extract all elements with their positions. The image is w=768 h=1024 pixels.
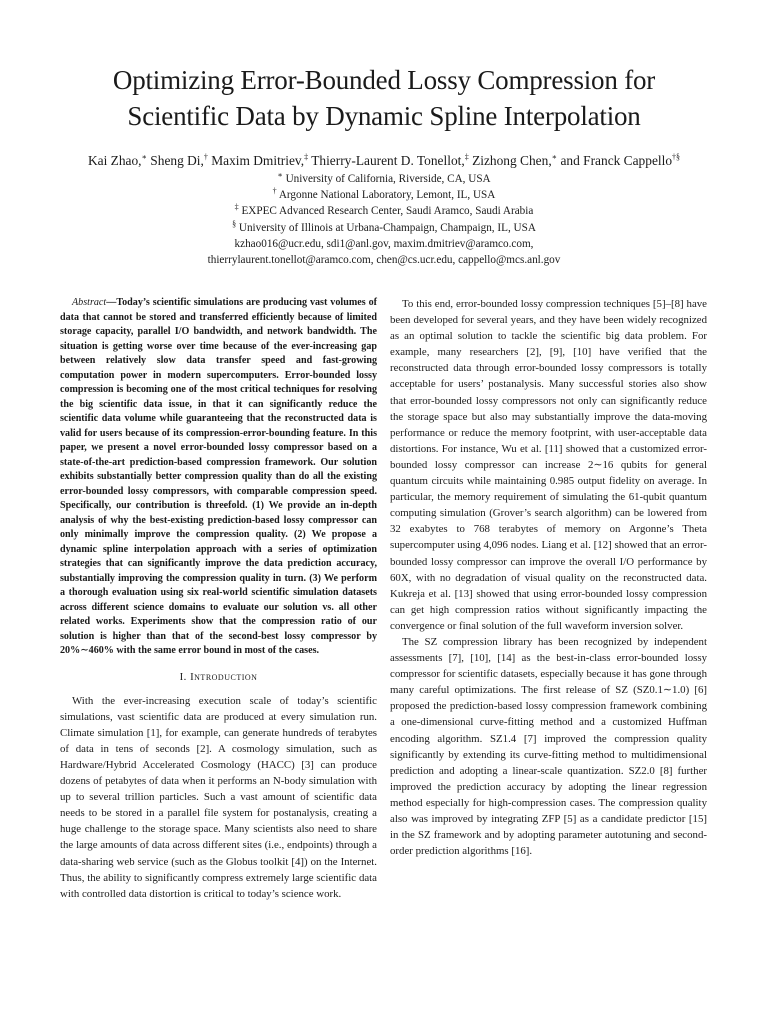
author: Kai Zhao,∗ — [87, 152, 147, 168]
author: Zizhong Chen,∗ — [472, 152, 558, 168]
author: Sheng Di,† — [150, 152, 208, 168]
email-line: thierrylaurent.tonellot@aramco.com, chen@cs.ucr.edu, cappello@mcs.anl.gov — [207, 254, 561, 267]
affiliation: ‡ EXPEC Advanced Research Center, Saudi Aramco, Saudi Arabia — [234, 202, 534, 218]
intro-paragraph: With the ever-increasing execution scale of today’s scientific simulations, vast scientific data are produced at every simulation run. Climate simulation [1], for example, can generate hundreds of terabytes of data in tens of seconds [2]. A cosmology simulation, such as Hardware/Hybrid Accelerated Cosmology (HACC) [3] can produce dozens of petabytes of data when it performs an N-body simulation with up to several trillion particles. Such a vast amount of scientific data needs to be stored in a parallel file system for postanalysis, creating a huge challenge to the storage space. Many scientists also need to share the large amounts of data across different sites (i.e., endpoints) through a data-sharing web service (such as the Globus toolkit [4]) on the Internet. Thus, the ability to significantly compress extremely large scientific data with controlled data distortion is critical to today’s science work. — [60, 694, 377, 900]
abstract-label: Abstract — [72, 297, 107, 308]
author: Thierry-Laurent D. Tonellot,‡ — [311, 152, 469, 168]
affiliation: § University of Illinois at Urbana-Champaign, Champaign, IL, USA — [232, 218, 536, 234]
affiliations — [20, 171, 748, 268]
section-heading: I. Introduction — [179, 670, 258, 683]
title-line-1: Optimizing Error-Bounded Lossy Compression for — [112, 65, 656, 95]
right-column — [390, 296, 707, 859]
author: Maxim Dmitriev,‡ — [211, 152, 309, 168]
affiliation: ∗ University of California, Riverside, CA, USA — [277, 170, 491, 185]
title-line-2: Scientific Data by Dynamic Spline Interpolation — [127, 101, 641, 131]
author-list — [20, 151, 748, 171]
abstract-text: —Today’s scientific simulations are producing vast volumes of data that cannot be stored and transferred efficiently because of limited storage capacity, parallel I/O bandwidth, and network bandwidth. The situation is getting worse over time because of the ever-increasing gap between relatively slow data transfer speed and fast-growing computation power in modern supercomputers. Error-bounded lossy compression is becoming one of the most critical techniques for resolving the big scientific data issue, in that it can significantly reduce the scientific data volume while guaranteeing that the reconstructed data is valid for users because of its compression-error-bounding feature. In this paper, we present a novel error-bounded lossy compressor based on a state-of-the-art prediction-based compression framework. Our solution exhibits substantially better compression quality than do all the existing error-bounded lossy compressors, with comparable compression speed. Specifically, our contribution is threefold. (1) We provide an in-depth analysis of why the best-existing prediction-based lossy compressor can only minimally improve the compression quality. (2) We propose a dynamic spline interpolation approach with a series of optimization strategies that can significantly improve the data prediction accuracy, substantially improving the compression quality in turn. (3) We perform a thorough evaluation using six real-world scientific simulation datasets across different science domains to evaluate our solution vs. all other related works. Experiments show that the compression ratio of our solution is higher than that of the second-best lossy compressor by 20%∼460% with the same error bound in most of the cases. — [60, 297, 377, 656]
abstract — [60, 296, 377, 659]
email-line: kzhao016@ucr.edu, sdi1@anl.gov, maxim.dmitriev@aramco.com, — [234, 237, 534, 250]
body-paragraph: To this end, error-bounded lossy compression techniques [5]–[8] have been developed for several years, and they have been widely recognized as an optimal solution to tackle the scientific big data problem. For example, many researchers [2], [9], [10] have verified that the reconstructed data through error-bounded lossy compressors is totally acceptable for users’ postanalysis. Many successful stories also show that error-bounded lossy compressors not only can significantly reduce the storage space but also may substantially improve the data-moving performance or reduce the memory footprint, with user-acceptable data distortions. For instance, Wu et al. [11] showed that a customized error-bounded lossy compressor can increase 2∼16 qubits for general quantum circuits while maintaining 0.985 output fidelity on average. In particular, the memory requirement of simulating the 61-qubit quantum computing simulation (Grover’s search algorithm) can be lowered from 32 exabytes to 768 terabytes of memory on Argonne’s Theta supercomputer using 4,096 nodes. Liang et al. [12] showed that an error-bounded lossy compressor can improve the overall I/O performance by 60X, with no degradation of visual quality on the reconstructed data. Kukreja et al. [13] showed that using error-bounded lossy compression can get high compression ratios without significantly impacting the convergence or final solution of the full waveform inversion solver. — [390, 298, 707, 632]
paper-title — [40, 62, 728, 134]
author: and Franck Cappello†§ — [560, 152, 681, 168]
body-paragraph: The SZ compression library has been recognized by independent assessments [7], [10], [14] as the best-in-class error-bounded lossy compressor for scientific datasets, especially because it has gone through many careful optimizations. The first release of SZ (SZ0.1∼1.0) [6] proposed the prediction-based lossy compression framework combining a one-dimensional curve-fitting method and a customized Huffman encoding algorithm. SZ1.4 [7] improved the compression quality significantly by extending its curve-fitting method to multidimensional prediction and adopting a linear-scale quantization. SZ2.0 [8] further improved the prediction accuracy by adopting the linear regression method especially for high-compression cases. The compression quality also was improved by integrating ZFP [5] as a candidate predictor [15] in the SZ framework and by adopting parameter autotuning and second-order prediction algorithms [16]. — [390, 635, 707, 858]
left-column — [60, 296, 377, 902]
affiliation: † Argonne National Laboratory, Lemont, IL, USA — [272, 186, 496, 202]
